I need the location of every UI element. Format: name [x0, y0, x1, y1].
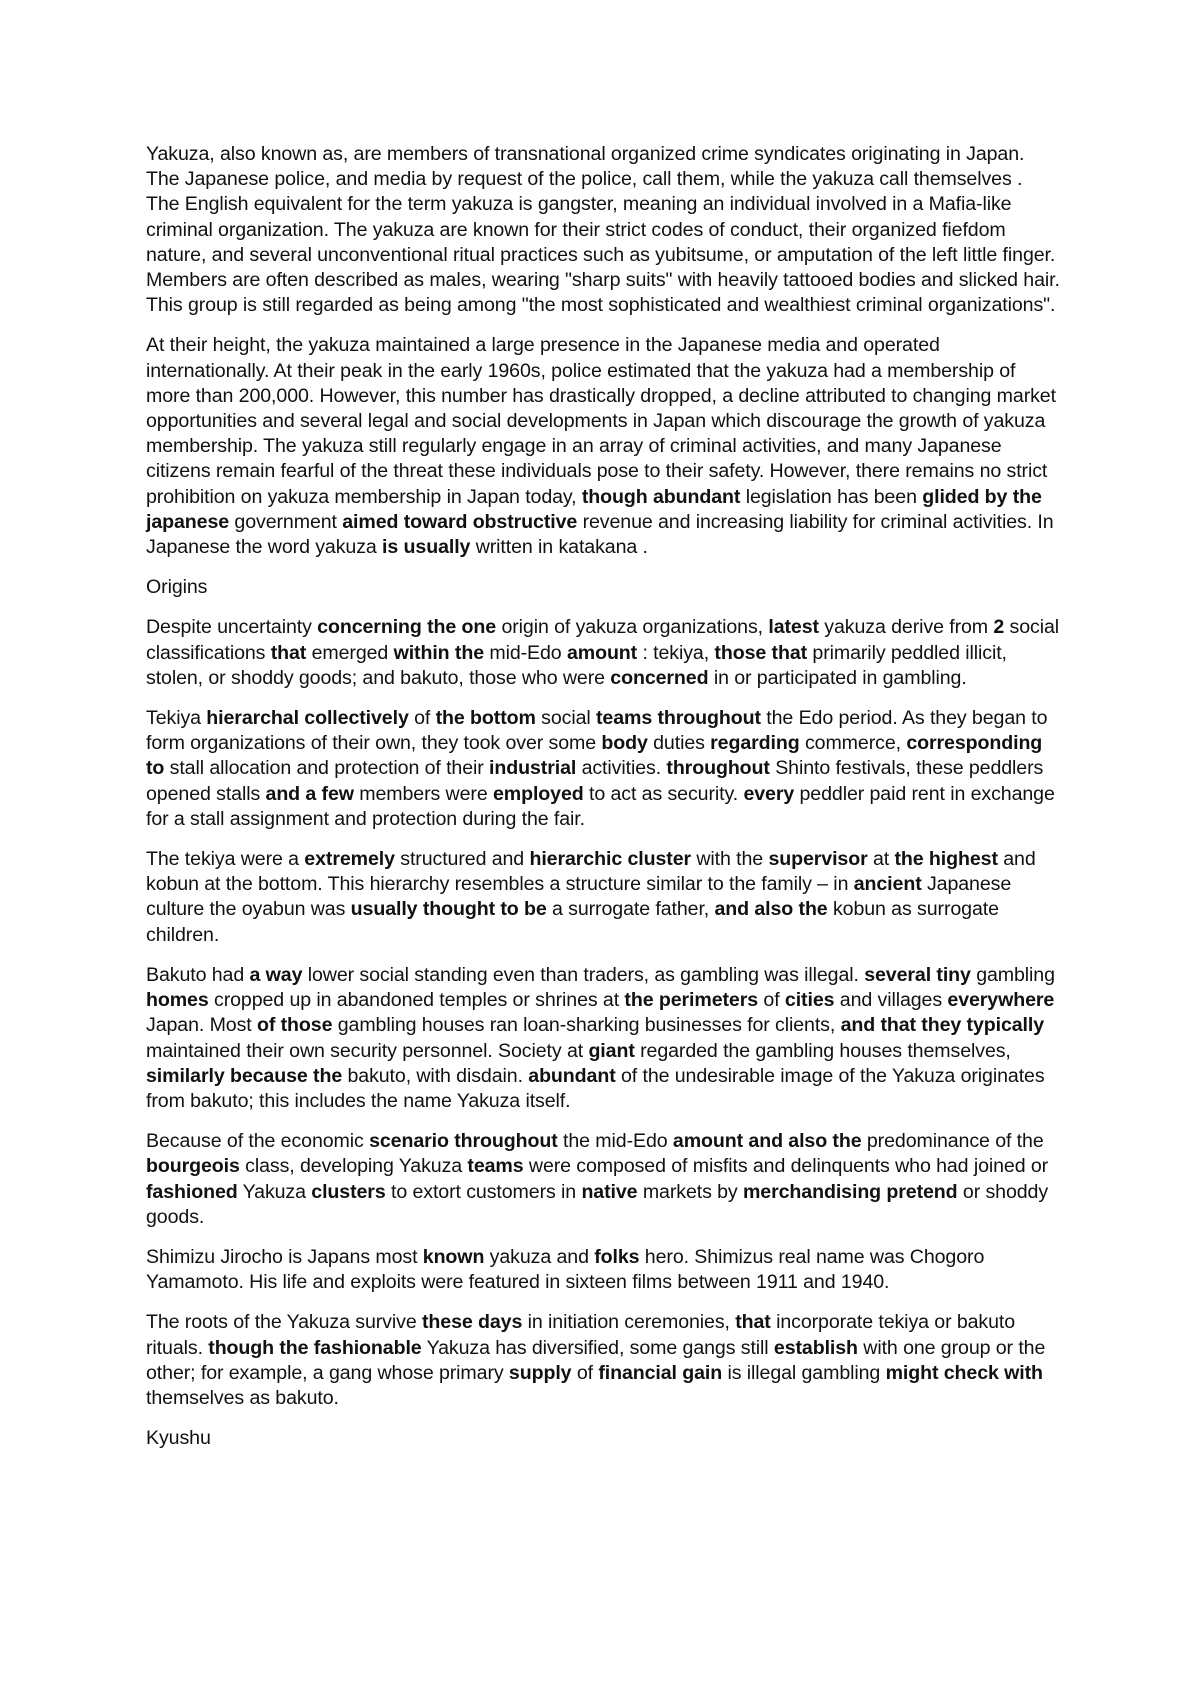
bold-text-run: several tiny: [864, 963, 971, 986]
bold-text-run: hierarchic cluster: [529, 848, 692, 871]
text-run: or shoddy goods.: [146, 1180, 1049, 1228]
bold-text-run: homes: [146, 989, 209, 1012]
bold-text-run: of those: [256, 1014, 333, 1037]
paragraph: [146, 963, 1060, 1114]
bold-text-run: supply: [508, 1361, 572, 1384]
text-run: social: [535, 707, 596, 730]
text-run: a surrogate father,: [546, 898, 715, 921]
text-run: to extort customers in: [385, 1180, 582, 1203]
text-run: themselves as bakuto.: [146, 1386, 339, 1409]
bold-text-run: throughout: [666, 757, 770, 780]
text-run: At their height, the yakuza maintained a large presence in the Japanese media and operated internationally. At their peak in the early 1960s, police estimated that the yakuza had a membership of more than 200,000. However, this number has drastically dropped, a decline attributed to changing market opportunities and several legal and social developments in Japan which discourage the growth of yakuza membership. The yakuza still regularly engage in an array of criminal activities, and many Japanese citizens remain fearful of the threat these individuals pose to their safety. However, there remains no strict prohibition on yakuza membership in Japan today,: [146, 334, 1056, 508]
text-run: to act as security.: [583, 782, 744, 805]
text-run: origin of yakuza organizations,: [496, 616, 769, 639]
bold-text-run: giant: [588, 1039, 635, 1062]
bold-text-run: amount and also the: [672, 1130, 862, 1153]
text-run: Kyushu: [146, 1427, 211, 1450]
bold-text-run: might check with: [885, 1361, 1043, 1384]
paragraph: [146, 1129, 1060, 1230]
text-run: gambling houses ran loan-sharking businesses for clients,: [332, 1014, 841, 1037]
bold-text-run: native: [581, 1180, 638, 1203]
bold-text-run: teams: [467, 1155, 524, 1178]
text-run: incorporate tekiya or bakuto rituals.: [146, 1311, 1016, 1359]
text-run: stall allocation and protection of their: [164, 757, 490, 780]
section-heading: [146, 1426, 1060, 1451]
bold-text-run: aimed toward obstructive: [342, 510, 578, 533]
text-run: cropped up in abandoned temples or shrines at: [208, 989, 625, 1012]
text-run: of: [758, 989, 785, 1012]
bold-text-run: folks: [594, 1245, 640, 1268]
bold-text-run: and also the: [714, 898, 828, 921]
bold-text-run: though abundant: [581, 485, 741, 508]
bold-text-run: that: [270, 641, 307, 664]
text-run: bakuto, with disdain.: [342, 1064, 529, 1087]
text-run: of: [408, 707, 436, 730]
text-run: predominance of the: [861, 1130, 1044, 1153]
text-run: lower social standing even than traders, as gambling was illegal.: [302, 963, 865, 986]
text-run: of: [571, 1361, 599, 1384]
text-run: the Edo period. As they began to form organizations of their own, they took over some: [146, 707, 1048, 755]
text-run: emerged: [306, 641, 394, 664]
bold-text-run: latest: [768, 616, 819, 639]
text-run: hero. Shimizus real name was Chogoro Yamamoto. His life and exploits were featured in sixteen films between 1911 and 1940.: [146, 1245, 985, 1294]
text-run: Yakuza has diversified, some gangs still: [421, 1336, 774, 1359]
bold-text-run: merchandising pretend: [742, 1180, 958, 1203]
text-run: duties: [647, 732, 711, 755]
bold-text-run: body: [601, 732, 648, 755]
text-run: markets by: [637, 1180, 743, 1203]
bold-text-run: every: [743, 782, 795, 805]
bold-text-run: is usually: [382, 536, 471, 559]
bold-text-run: concerning the one: [317, 616, 497, 639]
text-run: were composed of misfits and delinquents who had joined or: [523, 1155, 1049, 1178]
text-run: with one group or the other; for example, a gang whose primary: [146, 1336, 1046, 1384]
paragraph: [146, 706, 1060, 832]
text-run: with the: [691, 848, 769, 871]
text-run: structured and: [394, 848, 530, 871]
text-run: Japanese culture the oyabun was: [146, 873, 1012, 921]
bold-text-run: cities: [784, 989, 835, 1012]
text-run: mid-Edo: [484, 641, 567, 664]
section-heading: [146, 575, 1060, 600]
bold-text-run: corresponding to: [146, 732, 1043, 780]
bold-text-run: employed: [492, 782, 584, 805]
text-run: revenue and increasing liability for criminal activities. In Japanese the word yakuza: [146, 510, 1054, 559]
bold-text-run: known: [422, 1245, 485, 1268]
text-run: activities.: [576, 757, 667, 780]
paragraph: [146, 333, 1060, 560]
bold-text-run: hierarchal collectively: [206, 707, 409, 730]
text-run: Shimizu Jirocho is Japans most: [146, 1245, 423, 1268]
bold-text-run: the highest: [894, 848, 998, 871]
bold-text-run: financial gain: [598, 1361, 723, 1384]
text-run: Yakuza, also known as, are members of transnational organized crime syndicates originating in Japan. The Japanese police, and media by request of the police, call them, while the yakuza call themselves . The English equivalent for the term yakuza is gangster, meaning an individual involved in a Mafia-like criminal organization. The yakuza are known for their strict codes of conduct, their organized fiefdom nature, and several unconventional ritual practices such as yubitsume, or amputation of the left little finger. Members are often described as males, wearing "sharp suits" with heavily tattooed bodies and slicked hair. This group is still regarded as being among "the most sophisticated and wealthiest criminal organizations".: [146, 143, 1060, 317]
text-run: The roots of the Yakuza survive: [146, 1311, 422, 1334]
text-run: yakuza derive from: [818, 616, 994, 639]
paragraph: [146, 1245, 1060, 1295]
text-run: The tekiya were a: [146, 848, 305, 871]
text-run: Because of the economic: [146, 1130, 370, 1153]
text-run: in or participated in gambling.: [708, 666, 967, 689]
paragraph: [146, 615, 1060, 691]
document-body: [146, 142, 1060, 1451]
bold-text-run: those that: [714, 641, 808, 664]
bold-text-run: and a few: [265, 782, 354, 805]
text-run: in initiation ceremonies,: [522, 1311, 736, 1334]
bold-text-run: similarly because the: [146, 1064, 343, 1087]
bold-text-run: a way: [249, 963, 303, 986]
text-run: maintained their own security personnel. Society at: [146, 1039, 589, 1062]
text-run: members were: [353, 782, 493, 805]
text-run: regarded the gambling houses themselves,: [634, 1039, 1011, 1062]
bold-text-run: these days: [421, 1311, 523, 1334]
text-run: and kobun at the bottom. This hierarchy resembles a structure similar to the family – in: [146, 848, 1036, 896]
bold-text-run: establish: [773, 1336, 858, 1359]
text-run: legislation has been: [740, 485, 923, 508]
paragraph: [146, 142, 1060, 318]
text-run: peddler paid rent in exchange for a stall assignment and protection during the fair.: [146, 782, 1055, 830]
bold-text-run: within the: [393, 641, 484, 664]
text-run: commerce,: [799, 732, 907, 755]
paragraph: [146, 847, 1060, 948]
bold-text-run: and that they typically: [840, 1014, 1045, 1037]
bold-text-run: usually thought to be: [350, 898, 547, 921]
bold-text-run: that: [735, 1311, 771, 1334]
bold-text-run: teams throughout: [596, 707, 761, 730]
text-run: social classifications: [146, 616, 1060, 664]
bold-text-run: everywhere: [947, 989, 1055, 1012]
text-run: Japan. Most: [146, 1014, 257, 1037]
bold-text-run: industrial: [489, 757, 577, 780]
text-run: at: [867, 848, 895, 871]
bold-text-run: clusters: [311, 1180, 386, 1203]
text-run: and villages: [834, 989, 948, 1012]
text-run: kobun as surrogate children.: [146, 898, 999, 946]
text-run: : tekiya,: [637, 641, 715, 664]
text-run: the mid-Edo: [557, 1130, 673, 1153]
bold-text-run: though the fashionable: [208, 1336, 422, 1359]
bold-text-run: abundant: [528, 1064, 616, 1087]
text-run: Bakuto had: [146, 963, 250, 986]
text-run: Yakuza: [237, 1180, 312, 1203]
bold-text-run: scenario throughout: [369, 1130, 558, 1153]
bold-text-run: bourgeois: [146, 1155, 240, 1178]
bold-text-run: amount: [566, 641, 638, 664]
paragraph: [146, 1310, 1060, 1411]
bold-text-run: glided by the japanese: [146, 485, 1042, 533]
bold-text-run: concerned: [610, 666, 709, 689]
text-run: Despite uncertainty: [146, 616, 318, 639]
text-run: primarily peddled illicit, stolen, or shoddy goods; and bakuto, those who were: [146, 641, 1007, 689]
text-run: gambling: [970, 963, 1055, 986]
bold-text-run: regarding: [710, 732, 800, 755]
text-run: yakuza and: [484, 1245, 595, 1268]
text-run: Shinto festivals, these peddlers opened stalls: [146, 757, 1044, 805]
bold-text-run: the perimeters: [624, 989, 759, 1012]
text-run: is illegal gambling: [722, 1361, 886, 1384]
bold-text-run: 2: [993, 616, 1005, 639]
text-run: of the undesirable image of the Yakuza originates from bakuto; this includes the name Yakuza itself.: [146, 1064, 1045, 1112]
bold-text-run: supervisor: [768, 848, 868, 871]
text-run: Tekiya: [146, 707, 207, 730]
bold-text-run: the bottom: [435, 707, 536, 730]
text-run: written in katakana .: [470, 536, 648, 559]
text-run: Origins: [146, 576, 208, 599]
bold-text-run: ancient: [853, 873, 922, 896]
bold-text-run: extremely: [304, 848, 395, 871]
text-run: class, developing Yakuza: [239, 1155, 468, 1178]
text-run: government: [229, 510, 343, 533]
bold-text-run: fashioned: [146, 1180, 238, 1203]
